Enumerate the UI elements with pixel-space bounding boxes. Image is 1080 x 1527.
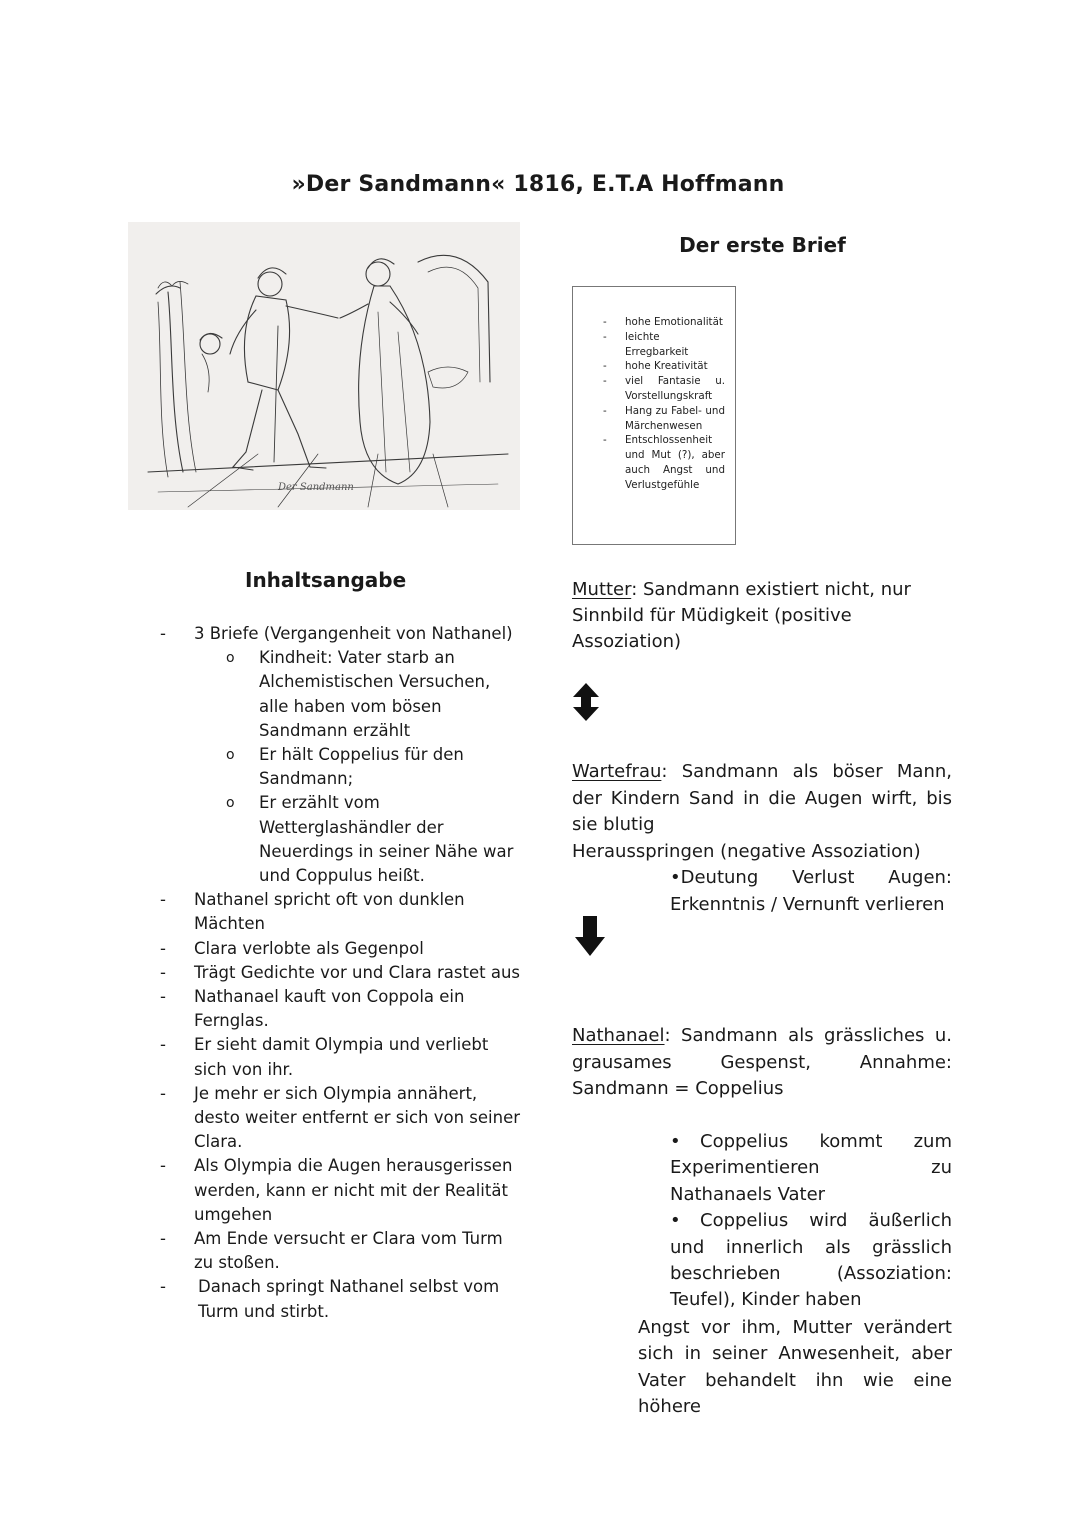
- summary-list: [160, 622, 522, 1324]
- trait-item: - Hang zu Fabel- und Märchenwesen: [625, 404, 725, 434]
- summary-item: - Clara verlobte als Gegenpol: [160, 937, 522, 961]
- summary-item: - Je mehr er sich Olympia annähert, desto weiter entfernt er sich von seiner Clara.: [160, 1082, 522, 1155]
- coppelius-bullet: [670, 1208, 952, 1314]
- sketch-signature: Der Sandmann: [278, 482, 354, 493]
- coppelius-bullets: [670, 1129, 952, 1314]
- wartefrau-line2: Herausspringen (negative Assoziation): [572, 840, 921, 862]
- summary-item: - Als Olympia die Augen herausgerissen werden, kann er nicht mit der Realität umgehen: [160, 1154, 522, 1227]
- summary-item: - 3 Briefe (Vergangenheit von Nathanel): [160, 622, 522, 646]
- up-down-arrow-icon: [572, 682, 600, 722]
- traits-box: [572, 286, 736, 545]
- sketch-illustration: [128, 222, 520, 510]
- down-arrow-icon: [574, 915, 606, 957]
- summary-subitem: o Er erzählt vom Wetterglashändler der Neuerdings in seiner Nähe war und Coppulus heißt.: [160, 791, 522, 888]
- trait-item: - hohe Kreativität: [625, 359, 725, 374]
- summary-item: - Am Ende versucht er Clara vom Turm zu stoßen.: [160, 1227, 522, 1275]
- bullet-dot: •: [670, 867, 681, 888]
- trait-item: - hohe Emotionalität: [625, 315, 725, 330]
- page-title: »Der Sandmann« 1816, E.T.A Hoffmann: [291, 172, 785, 197]
- mutter-label: Mutter: [572, 579, 632, 600]
- bullet-dot: •: [670, 1131, 681, 1152]
- coppelius-continuation: Angst vor ihm, Mutter verändert sich in seiner Anwesenheit, aber Vater behandelt ihn wie eine höhere: [638, 1317, 952, 1418]
- summary-item: - Trägt Gedichte vor und Clara rastet aus: [160, 961, 522, 985]
- wartefrau-text: : Sandmann als böser Mann, der Kindern Sand in die Augen wirft, bis sie blutig: [572, 761, 952, 836]
- trait-item: - leichte Erregbarkeit: [625, 330, 725, 360]
- summary-subitem: o Kindheit: Vater starb an Alchemistischen Versuchen, alle haben vom bösen Sandmann erzählt: [160, 646, 522, 743]
- mutter-paragraph: [572, 577, 952, 656]
- mutter-text: : Sandmann existiert nicht, nur Sinnbild für Müdigkeit (positive Assoziation): [572, 579, 911, 653]
- deutung-bullet: [670, 865, 952, 918]
- trait-item: - Entschlossenheit und Mut (?), aber auch Angst und Verlustgefühle: [625, 433, 725, 492]
- bullet-text: Coppelius kommt zum Experimentieren zu Nathanaels Vater: [670, 1131, 952, 1205]
- summary-subitem: o Er hält Coppelius für den Sandmann;: [160, 743, 522, 791]
- section-heading-inhalt: Inhaltsangabe: [245, 568, 407, 592]
- traits-list: [573, 287, 735, 493]
- wartefrau-label: Wartefrau: [572, 761, 662, 782]
- nathanael-label: Nathanael: [572, 1025, 665, 1046]
- bullet-text: Coppelius wird äußerlich und innerlich als grässlich beschrieben (Assoziation: Teufel), Kinder haben: [670, 1210, 952, 1311]
- summary-item: - Danach springt Nathanel selbst vom Turm und stirbt.: [160, 1275, 522, 1323]
- trait-item: - viel Fantasie u. Vorstellungskraft: [625, 374, 725, 404]
- nathanael-text: : Sandmann als grässliches u. grausames Gespenst, Annahme: Sandmann = Coppelius: [572, 1025, 952, 1100]
- sketch-drawing: [128, 222, 520, 510]
- nathanael-paragraph: [572, 1023, 952, 1103]
- summary-item: - Nathanel spricht oft von dunklen Mächten: [160, 888, 522, 936]
- section-heading-brief: Der erste Brief: [679, 233, 846, 257]
- coppelius-bullet: [670, 1129, 952, 1208]
- wartefrau-paragraph: [572, 759, 952, 865]
- bullet-dot: •: [670, 1210, 681, 1232]
- summary-item: - Nathanael kauft von Coppola ein Fernglas.: [160, 985, 522, 1033]
- summary-item: - Er sieht damit Olympia und verliebt sich von ihr.: [160, 1033, 522, 1081]
- deutung-text: Deutung Verlust Augen: Erkenntnis / Vernunft verlieren: [670, 867, 952, 915]
